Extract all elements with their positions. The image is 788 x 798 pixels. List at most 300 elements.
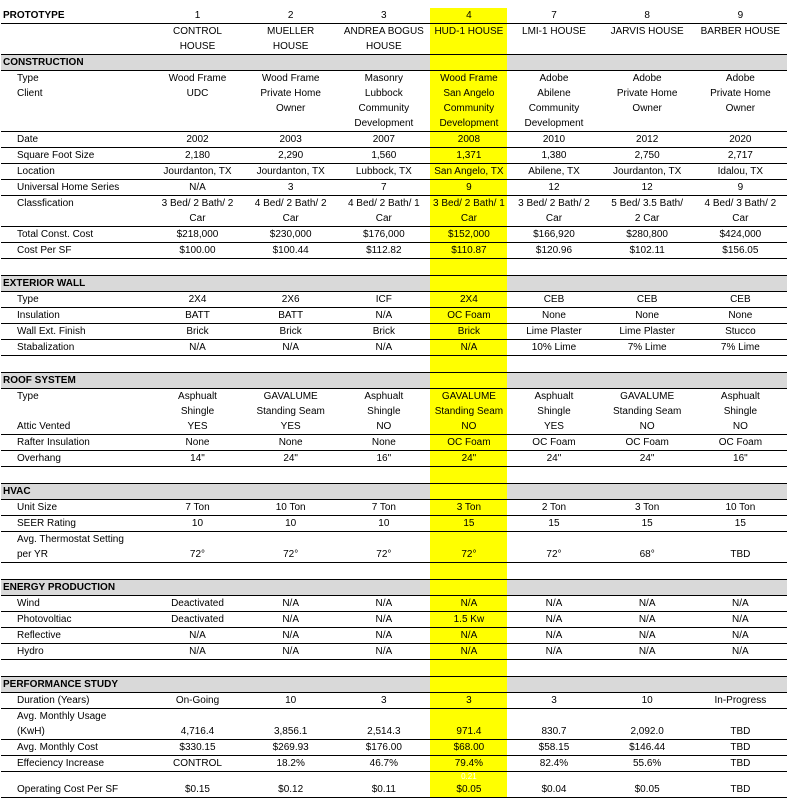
table-cell: $100.00 (151, 243, 244, 259)
table-row (1, 756, 787, 772)
table-row (1, 782, 787, 798)
cell-line: TBD (730, 726, 751, 737)
cell-line: 971.4 (456, 726, 482, 737)
table-cell: Wood Frame (261, 73, 320, 84)
table-cell: None (601, 308, 694, 324)
row-label: Square Foot Size (1, 148, 151, 164)
table-cell: CEB (507, 292, 600, 308)
table-row (1, 227, 787, 243)
table-cell: 2,180 (151, 148, 244, 164)
table-cell: 10 (337, 516, 430, 532)
hidden-note: 0.21 (461, 772, 477, 781)
table-cell (151, 532, 244, 563)
table-cell: NO (337, 419, 430, 435)
table-cell (337, 532, 430, 563)
table-cell: 10 Ton (694, 500, 787, 516)
row-label (1, 709, 151, 740)
cell-line: 72° (461, 549, 477, 560)
table-cell: $176,000 (337, 227, 430, 243)
cell-line: 4 Bed/ 3 Bath/ 2 (704, 198, 777, 209)
table-cell: Jourdanton, TX (151, 164, 244, 180)
table-cell (694, 709, 787, 740)
prototype-number: 7 (507, 8, 600, 24)
table-cell: CEB (601, 292, 694, 308)
table-cell: 10 Ton (244, 500, 337, 516)
table-cell: N/A (601, 628, 694, 644)
row-label: Type (17, 391, 39, 402)
table-cell: YES (507, 419, 600, 435)
table-cell: $0.04 (507, 782, 600, 798)
spacer-row (1, 772, 787, 783)
cell-line: 3 Bed/ 2 Bath/ 1 (433, 198, 505, 209)
table-cell: 3 (244, 180, 337, 196)
header-row (1, 24, 787, 55)
table-row (1, 612, 787, 628)
row-label: Duration (Years) (1, 693, 151, 709)
table-cell: Stucco (694, 324, 787, 340)
prototype-number: 8 (601, 8, 694, 24)
table-cell (601, 532, 694, 563)
cell-line: Private Home (616, 88, 678, 99)
table-cell: None (337, 435, 430, 451)
section-fill (507, 677, 787, 693)
section-title: ROOF SYSTEM (1, 373, 430, 389)
cell-line: HOUSE (272, 41, 309, 52)
row-label: Type (17, 73, 39, 84)
table-cell (601, 709, 694, 740)
cell-line: JARVIS HOUSE (610, 26, 684, 37)
table-cell: $176.00 (337, 740, 430, 756)
table-cell: 3 (337, 693, 430, 709)
table-cell: N/A (507, 596, 600, 612)
row-label: Insulation (1, 308, 151, 324)
table-cell (244, 389, 337, 420)
table-cell (507, 196, 600, 227)
table-row (1, 132, 787, 148)
cell-line: San Angelo (443, 88, 495, 99)
cell-line: 72° (376, 549, 392, 560)
cell-line: GAVALUME (441, 391, 496, 402)
table-cell: N/A (337, 612, 430, 628)
table-cell: 2,717 (694, 148, 787, 164)
table-cell: 79.4% (430, 756, 507, 772)
row-label: Location (1, 164, 151, 180)
table-cell: $110.87 (430, 243, 507, 259)
table-cell: $424,000 (694, 227, 787, 243)
table-cell: Jourdanton, TX (244, 164, 337, 180)
table-cell: 18.2% (244, 756, 337, 772)
table-cell: 46.7% (337, 756, 430, 772)
cell-line: Community (443, 103, 495, 114)
cell-line: Car (375, 213, 392, 224)
table-row (1, 86, 787, 132)
cell-line: MUELLER (267, 26, 315, 37)
cell-line: (KwH) (17, 726, 45, 737)
table-row (1, 308, 787, 324)
table-cell: N/A (601, 644, 694, 660)
section-header-row (1, 580, 787, 596)
table-cell: 3 (430, 693, 507, 709)
table-cell: 14" (151, 451, 244, 467)
table-row (1, 243, 787, 259)
cell-line: Community (528, 103, 580, 114)
table-row (1, 628, 787, 644)
cell-line: Owner (632, 103, 662, 114)
cell-line: 2,092.0 (630, 726, 664, 737)
table-cell: 12 (601, 180, 694, 196)
table-cell (430, 196, 507, 227)
table-cell: TBD (694, 756, 787, 772)
cell-line: 5 Bed/ 3.5 Bath/ (611, 198, 683, 209)
table-cell: Idalou, TX (694, 164, 787, 180)
spacer-row (1, 563, 787, 580)
table-cell (507, 86, 600, 132)
table-cell: N/A (601, 596, 694, 612)
cell-line: Shingle (723, 406, 758, 417)
row-label: Rafter Insulation (1, 435, 151, 451)
table-cell: $156.05 (694, 243, 787, 259)
cell-line: GAVALUME (620, 391, 675, 402)
table-cell (430, 86, 507, 132)
table-cell: $0.05 (430, 782, 507, 798)
row-label: Hydro (1, 644, 151, 660)
table-cell: N/A (430, 596, 507, 612)
table-cell (694, 532, 787, 563)
row-label: Attic Vented (1, 419, 151, 435)
house-name (601, 24, 694, 55)
row-label: Type (1, 292, 151, 308)
cell-line: Asphualt (364, 391, 404, 402)
table-cell: 16" (337, 451, 430, 467)
cell-line: Community (358, 103, 410, 114)
table-cell: 10 (244, 693, 337, 709)
table-cell: $230,000 (244, 227, 337, 243)
section-highlight (430, 484, 507, 500)
table-cell: 2020 (694, 132, 787, 148)
cell-line: 3,856.1 (273, 726, 308, 737)
table-cell: Lime Plaster (507, 324, 600, 340)
table-cell: Lime Plaster (601, 324, 694, 340)
table-cell: 9 (430, 180, 507, 196)
table-cell: Wood Frame (168, 73, 227, 84)
table-cell: N/A (244, 628, 337, 644)
row-label: Reflective (1, 628, 151, 644)
spacer-row (1, 259, 787, 276)
table-cell: $330.15 (151, 740, 244, 756)
table-cell: 24" (507, 451, 600, 467)
table-cell: YES (151, 419, 244, 435)
row-label: SEER Rating (1, 516, 151, 532)
table-row (1, 164, 787, 180)
table-cell: N/A (337, 644, 430, 660)
table-cell: 24" (601, 451, 694, 467)
table-cell: $0.05 (601, 782, 694, 798)
row-label: Effeciency Increase (1, 756, 151, 772)
row-label: Photovoltiac (1, 612, 151, 628)
table-cell: 1,560 (337, 148, 430, 164)
cell-line: Asphualt (534, 391, 574, 402)
table-cell: N/A (151, 628, 244, 644)
section-title: HVAC (1, 484, 430, 500)
table-row (1, 292, 787, 308)
table-cell: N/A (601, 612, 694, 628)
cell-line: Development (524, 118, 584, 129)
table-cell (430, 389, 507, 420)
table-cell: OC Foam (694, 435, 787, 451)
table-cell: N/A (337, 340, 430, 356)
row-label (1, 532, 151, 563)
table-cell: 2,290 (244, 148, 337, 164)
cell-line: LMI-1 HOUSE (522, 26, 586, 37)
table-cell (507, 709, 600, 740)
spacer-row (1, 356, 787, 373)
cell-line: Standing Seam (256, 406, 325, 417)
table-cell: 10% Lime (507, 340, 600, 356)
house-name (694, 24, 787, 55)
table-cell: Brick (244, 324, 337, 340)
table-cell: 15 (507, 516, 600, 532)
table-cell: N/A (430, 644, 507, 660)
cell-line: Shingle (367, 406, 401, 417)
house-name (507, 24, 600, 55)
table-cell (694, 86, 787, 132)
table-cell: TBD (694, 740, 787, 756)
row-label: Wind (1, 596, 151, 612)
table-row (1, 532, 787, 563)
table-cell: Deactivated (151, 612, 244, 628)
row-label: Client (1, 86, 151, 132)
section-header-row (1, 55, 787, 71)
table-cell: $100.44 (244, 243, 337, 259)
section-header-row (1, 373, 787, 389)
table-cell: $0.15 (151, 782, 244, 798)
section-fill (507, 276, 787, 292)
table-cell: N/A (337, 308, 430, 324)
section-header-row (1, 276, 787, 292)
table-cell (244, 709, 337, 740)
table-cell: Brick (151, 324, 244, 340)
cell-line: Owner (275, 103, 306, 114)
table-cell: N/A (694, 612, 787, 628)
table-cell: Brick (430, 324, 507, 340)
table-cell: N/A (151, 644, 244, 660)
row-label: Date (1, 132, 151, 148)
table-cell: Abilene, TX (507, 164, 600, 180)
table-cell: CONTROL (151, 756, 244, 772)
table-cell: ICF (337, 292, 430, 308)
row-label: Cost Per SF (1, 243, 151, 259)
cell-line: Avg. Monthly Usage (17, 711, 107, 722)
house-name (430, 24, 507, 55)
cell-line: 72° (546, 549, 562, 560)
cell-line: Car (460, 213, 477, 224)
section-fill (507, 580, 787, 596)
table-row (1, 596, 787, 612)
table-cell (601, 389, 694, 420)
table-cell: 15 (601, 516, 694, 532)
table-cell: None (694, 308, 787, 324)
cell-line: Development (354, 118, 414, 129)
table-cell: 2X4 (430, 292, 507, 308)
table-cell: None (151, 435, 244, 451)
cell-line: 4 Bed/ 2 Bath/ 2 (254, 198, 327, 209)
table-cell: 2007 (337, 132, 430, 148)
house-name (244, 24, 337, 55)
section-fill (507, 55, 787, 71)
table-row (1, 740, 787, 756)
table-cell (151, 86, 244, 132)
cell-line: Asphualt (720, 391, 760, 402)
table-cell: TBD (694, 782, 787, 798)
section-fill (507, 484, 787, 500)
table-cell: 10 (244, 516, 337, 532)
table-cell: 3 Ton (430, 500, 507, 516)
section-highlight (430, 55, 507, 71)
table-cell: 2X4 (151, 292, 244, 308)
cell-line: per YR (17, 549, 48, 560)
table-cell: On-Going (151, 693, 244, 709)
cell-line: CONTROL (173, 26, 222, 37)
section-header-row (1, 677, 787, 693)
cell-line: Lubbock (364, 88, 403, 99)
table-cell: 2 Ton (507, 500, 600, 516)
cell-line: Avg. Thermostat Setting (17, 534, 124, 545)
table-cell (244, 86, 337, 132)
table-cell: 2X6 (244, 292, 337, 308)
table-cell: 9 (694, 180, 787, 196)
table-cell: N/A (694, 628, 787, 644)
table-cell: $218,000 (151, 227, 244, 243)
table-cell (694, 389, 787, 420)
table-cell: 2,750 (601, 148, 694, 164)
table-cell: 2002 (151, 132, 244, 148)
cell-line: 68° (639, 549, 655, 560)
table-cell: 55.6% (601, 756, 694, 772)
cell-line: 72° (189, 549, 206, 560)
table-cell: CEB (694, 292, 787, 308)
table-cell: OC Foam (430, 308, 507, 324)
cell-line: HOUSE (366, 41, 402, 52)
table-cell (337, 86, 430, 132)
table-cell: In-Progress (694, 693, 787, 709)
table-cell: 7 Ton (151, 500, 244, 516)
table-cell: N/A (694, 644, 787, 660)
table-cell: 1,371 (430, 148, 507, 164)
table-cell (151, 389, 244, 420)
table-row (1, 196, 787, 227)
table-row (1, 516, 787, 532)
table-cell: N/A (430, 340, 507, 356)
table-row (1, 451, 787, 467)
cell-line: 2,514.3 (367, 726, 401, 737)
cell-line: ANDREA BOGUS (343, 26, 424, 37)
spacer-row (1, 467, 787, 484)
table-row (1, 389, 787, 420)
table-cell (337, 709, 430, 740)
cell-line: Shingle (180, 406, 215, 417)
cell-line: 72° (283, 549, 299, 560)
table-cell: BATT (151, 308, 244, 324)
table-cell: $0.11 (337, 782, 430, 798)
table-cell: 10 (151, 516, 244, 532)
cell-line: 3 Bed/ 2 Bath/ 2 (161, 198, 234, 209)
section-highlight (430, 276, 507, 292)
table-cell: $68.00 (430, 740, 507, 756)
cell-line: Shingle (537, 406, 571, 417)
table-cell: 82.4% (507, 756, 600, 772)
cell-line: Private Home (260, 88, 321, 99)
cell-line: 4 Bed/ 2 Bath/ 1 (347, 198, 420, 209)
prototype-number: 3 (337, 8, 430, 24)
prototype-label: PROTOTYPE (1, 8, 151, 24)
table-cell: NO (694, 419, 787, 435)
row-label: Wall Ext. Finish (1, 324, 151, 340)
table-cell (430, 532, 507, 563)
cell-line: Abilene (537, 88, 571, 99)
prototype-number: 2 (244, 8, 337, 24)
cell-line: Asphualt (178, 391, 217, 402)
section-title: CONSTRUCTION (1, 55, 430, 71)
table-cell: OC Foam (507, 435, 600, 451)
table-cell: OC Foam (601, 435, 694, 451)
header-row (1, 8, 787, 24)
table-cell (151, 196, 244, 227)
row-label: Avg. Monthly Cost (1, 740, 151, 756)
table-cell: 7% Lime (601, 340, 694, 356)
row-label: Unit Size (1, 500, 151, 516)
cell-line: 3 Bed/ 2 Bath/ 2 (518, 198, 590, 209)
table-cell: $0.12 (244, 782, 337, 798)
cell-line: Private Home (710, 88, 771, 99)
table-cell: 7 (337, 180, 430, 196)
cell-line: UDC (186, 88, 209, 99)
cell-line: Owner (725, 103, 756, 114)
table-cell: OC Foam (430, 435, 507, 451)
table-cell: None (507, 308, 600, 324)
row-label: Total Const. Cost (1, 227, 151, 243)
table-cell: $166,920 (507, 227, 600, 243)
table-row (1, 644, 787, 660)
cell-line: BARBER HOUSE (700, 26, 781, 37)
table-cell: $146.44 (601, 740, 694, 756)
table-row (1, 419, 787, 435)
table-cell: N/A (694, 596, 787, 612)
table-cell: NO (601, 419, 694, 435)
table-row (1, 71, 787, 87)
cell-line: TBD (730, 549, 751, 560)
section-title: ENERGY PRODUCTION (1, 580, 430, 596)
table-cell: Brick (337, 324, 430, 340)
table-row (1, 324, 787, 340)
table-cell: N/A (244, 644, 337, 660)
row-label: Overhang (1, 451, 151, 467)
house-name (151, 24, 244, 55)
table-cell: 2012 (601, 132, 694, 148)
table-cell: N/A (151, 180, 244, 196)
table-cell (601, 86, 694, 132)
table-cell: 16" (694, 451, 787, 467)
table-cell: N/A (151, 340, 244, 356)
table-cell: 3 Ton (601, 500, 694, 516)
table-row (1, 500, 787, 516)
cell-line: Car (545, 213, 563, 224)
table-cell (507, 389, 600, 420)
prototype-number: 9 (694, 8, 787, 24)
table-cell: Lubbock, TX (337, 164, 430, 180)
table-row (1, 435, 787, 451)
table-cell (151, 709, 244, 740)
table-cell: 2003 (244, 132, 337, 148)
